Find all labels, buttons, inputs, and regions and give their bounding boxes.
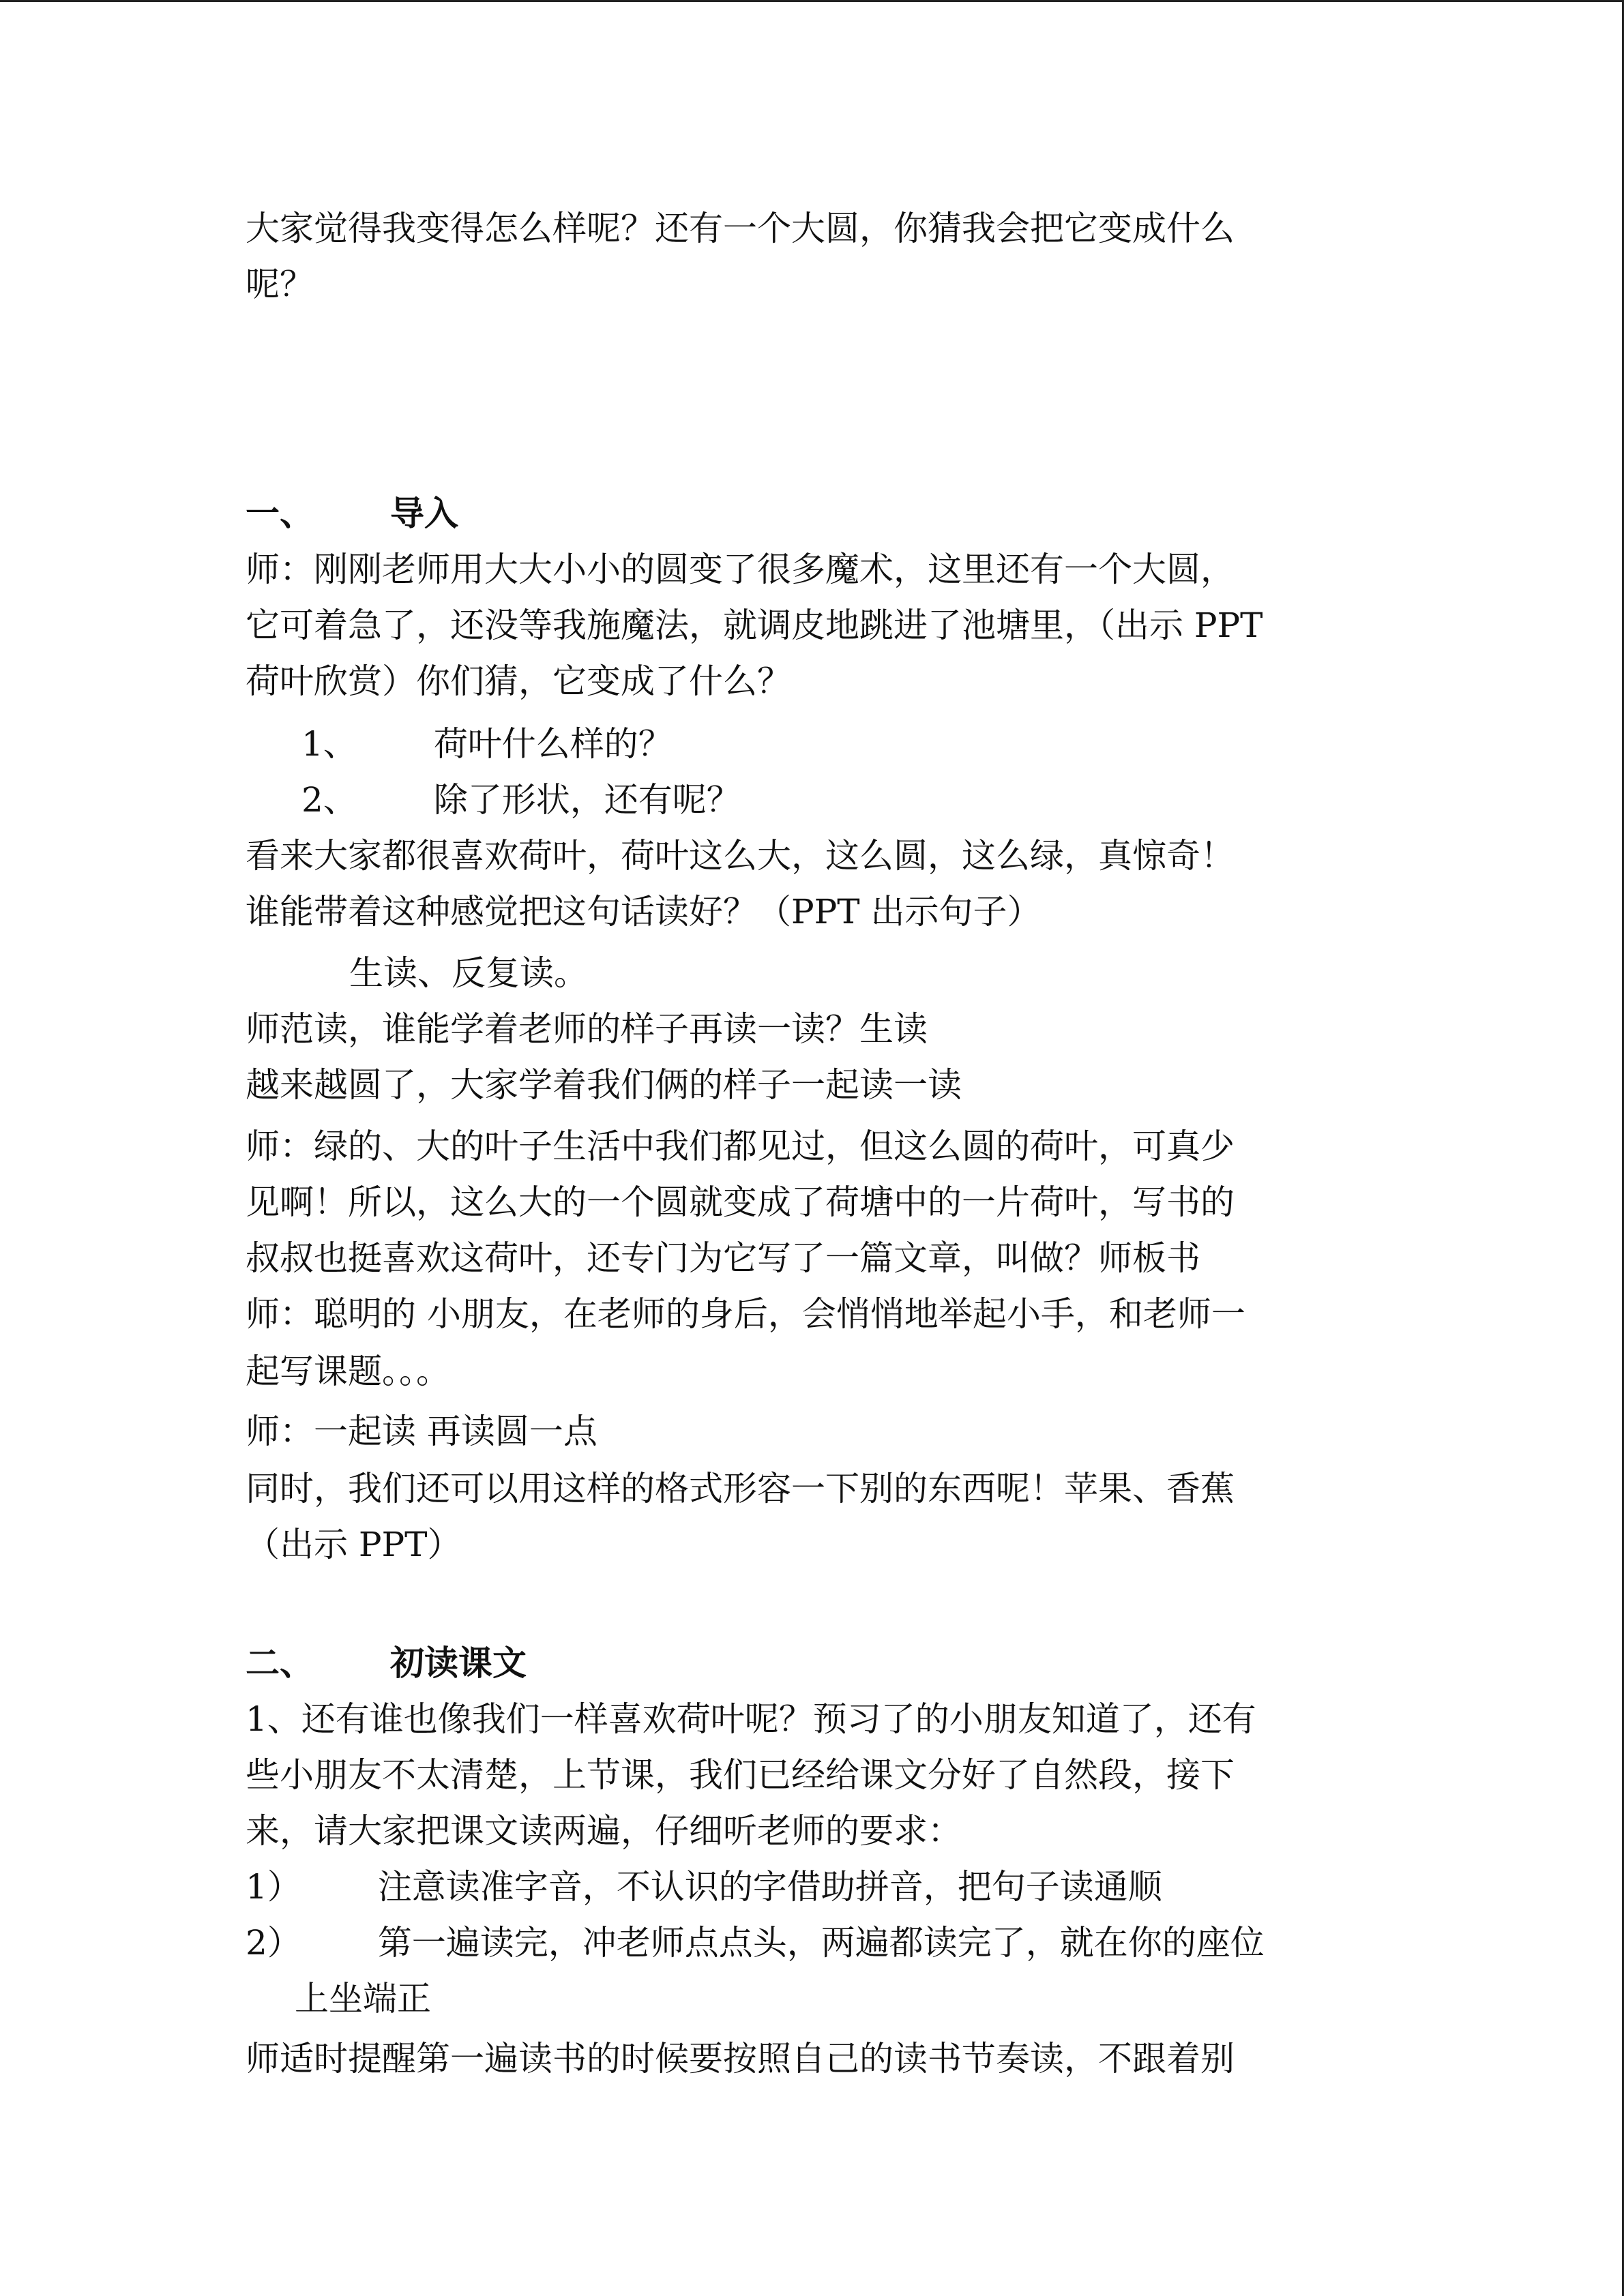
list-text: 注意读准字音，不认识的字借助拼音，把句子读通顺 <box>377 1867 1162 1907</box>
paragraph-line: 大家觉得我变得怎么样呢？还有一个大圆，你猜我会把它变成什么 <box>246 209 1235 248</box>
list-text: 荷叶什么样的？ <box>433 724 673 764</box>
paragraph-line: 师：绿的、大的叶子生活中我们都见过，但这么圆的荷叶，可真少 <box>246 1127 1235 1166</box>
paragraph-line: 见啊！所以，这么大的一个圆就变成了荷塘中的一片荷叶，写书的 <box>246 1182 1235 1222</box>
paragraph-line: 生读、反复读。 <box>349 953 588 993</box>
list-item <box>246 1919 1265 1967</box>
paragraph-line: 师：刚刚老师用大大小小的圆变了很多魔术，这里还有一个大圆， <box>246 550 1235 589</box>
list-item <box>301 776 741 824</box>
paragraph-line: 它可着急了，还没等我施魔法，就调皮地跳进了池塘里，（出示 PPT <box>246 606 1263 645</box>
paragraph-line: 叔叔也挺喜欢这荷叶，还专门为它写了一篇文章，叫做？师板书 <box>246 1238 1200 1278</box>
paragraph-line: 谁能带着这种感觉把这句话读好？（PPT 出示句子） <box>246 892 1042 931</box>
paragraph-line: 师范读，谁能学着老师的样子再读一读？生读 <box>246 1009 928 1049</box>
list-text: 除了形状，还有呢？ <box>433 780 741 820</box>
paragraph-line: 起写课题。。。 <box>246 1352 450 1391</box>
paragraph-line: 师适时提醒第一遍读书的时候要按照自己的读书节奏读，不跟着别 <box>246 2039 1235 2078</box>
section-number: 二、 <box>246 1643 314 1683</box>
paragraph-line: 同时，我们还可以用这样的格式形容一下别的东西呢！苹果、香蕉 <box>246 1469 1235 1508</box>
list-number: 1） <box>246 1867 301 1907</box>
section-heading-intro <box>246 490 458 537</box>
paragraph-line: 些小朋友不太清楚，上节课，我们已经给课文分好了自然段，接下 <box>246 1755 1235 1795</box>
section-heading-first-reading <box>246 1639 527 1687</box>
paragraph-line: 越来越圆了，大家学着我们俩的样子一起读一读 <box>246 1065 962 1105</box>
list-number: 1、 <box>301 724 357 764</box>
paragraph-line: （出示 PPT） <box>246 1525 462 1564</box>
paragraph-line: 师：聪明的 小朋友，在老师的身后，会悄悄地举起小手，和老师一 <box>246 1294 1245 1334</box>
paragraph-line: 1、还有谁也像我们一样喜欢荷叶呢？预习了的小朋友知道了，还有 <box>246 1699 1256 1739</box>
paragraph-line: 来，请大家把课文读两遍，仔细听老师的要求： <box>246 1811 962 1851</box>
list-number: 2、 <box>301 780 357 820</box>
section-title: 导入 <box>390 493 458 533</box>
paragraph-line: 荷叶欣赏）你们猜，它变成了什么？ <box>246 661 791 701</box>
section-title: 初读课文 <box>390 1643 527 1683</box>
paragraph-line: 看来大家都很喜欢荷叶，荷叶这么大，这么圆，这么绿，真惊奇！ <box>246 836 1235 876</box>
paragraph-line: 师：一起读 再读圆一点 <box>246 1412 597 1451</box>
list-item <box>301 720 673 768</box>
list-text: 第一遍读完，冲老师点点头，两遍都读完了，就在你的座位 <box>377 1923 1265 1963</box>
list-item <box>246 1863 1162 1911</box>
list-item-continuation: 上坐端正 <box>295 1979 431 2018</box>
paragraph-line: 呢？ <box>246 265 314 304</box>
list-number: 2） <box>246 1923 301 1963</box>
section-number: 一、 <box>246 493 314 533</box>
